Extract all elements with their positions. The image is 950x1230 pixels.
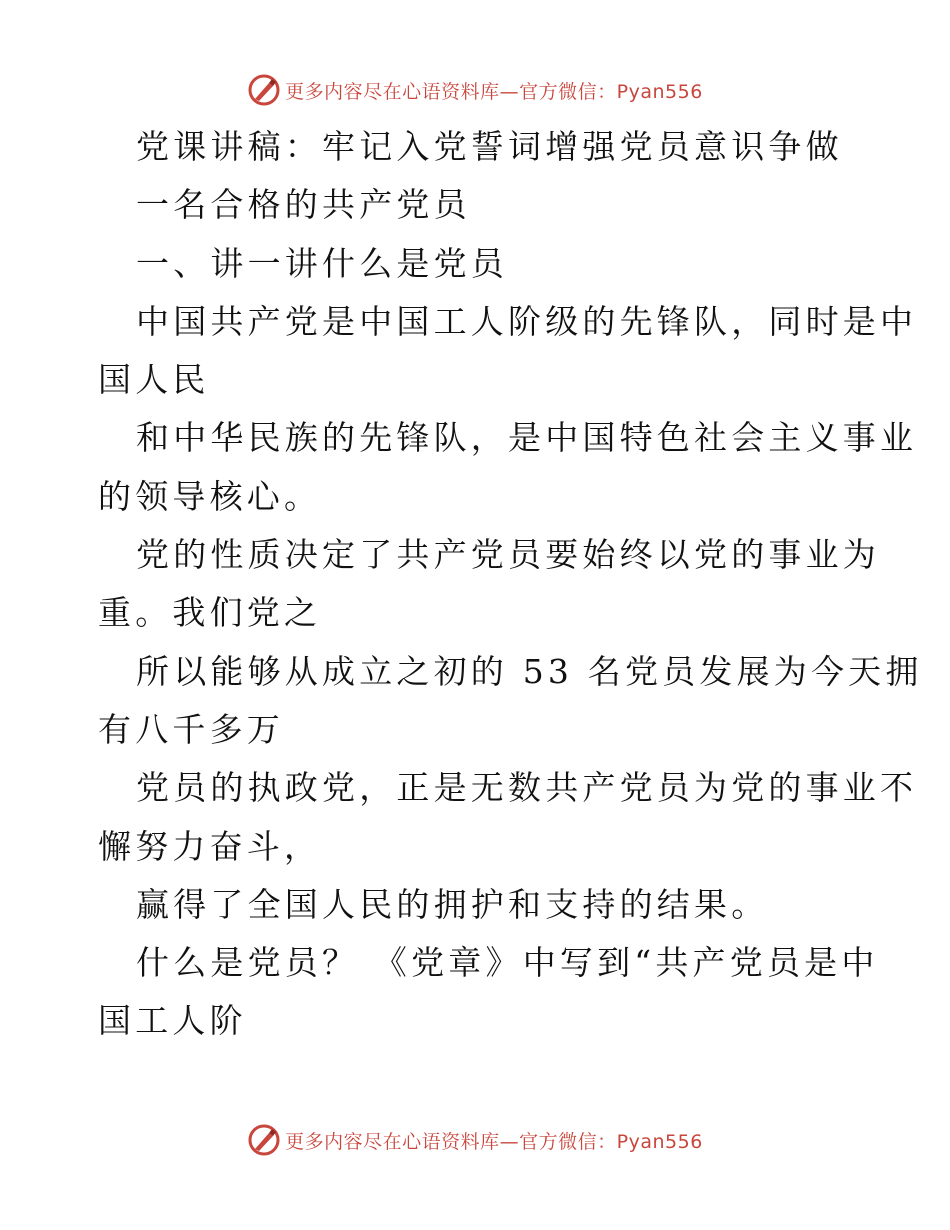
text-line: 和中华民族的先锋队，是中国特色社会主义事业	[136, 418, 918, 458]
document-body	[98, 118, 923, 1051]
text-line: 党员的执政党，正是无数共产党员为党的事业不	[136, 768, 918, 808]
text-line: 懈努力奋斗，	[98, 826, 322, 866]
text-line: 党课讲稿：牢记入党誓词增强党员意识争做	[136, 127, 843, 166]
text-line: 什么是党员？ 《党章》中写到“共产党员是中	[136, 943, 879, 983]
footer-watermark	[0, 1123, 950, 1157]
text-line: 党的性质决定了共产党员要始终以党的事业为	[136, 535, 880, 575]
text-line: 所以能够从成立之初的 53 名党员发展为今天拥	[136, 651, 923, 691]
watermark-text: 更多内容尽在心语资料库—官方微信：Pyan556	[285, 80, 703, 103]
header-watermark	[0, 73, 950, 107]
text-line: 的领导核心。	[98, 476, 322, 516]
text-line: 有八千多万	[98, 709, 284, 749]
red-pen-logo-icon	[247, 1123, 281, 1157]
red-pen-logo-icon	[247, 73, 281, 107]
text-line: 国工人阶	[98, 1001, 247, 1041]
text-line: 国人民	[98, 360, 210, 400]
text-line: 一、讲一讲什么是党员	[136, 243, 508, 283]
text-line: 赢得了全国人民的拥护和支持的结果。	[136, 884, 769, 924]
text-line: 重。我们党之	[98, 593, 322, 633]
text-line: 一名合格的共产党员	[136, 185, 471, 225]
watermark-text: 更多内容尽在心语资料库—官方微信：Pyan556	[285, 1130, 703, 1153]
text-line: 中国共产党是中国工人阶级的先锋队，同时是中	[136, 301, 918, 341]
